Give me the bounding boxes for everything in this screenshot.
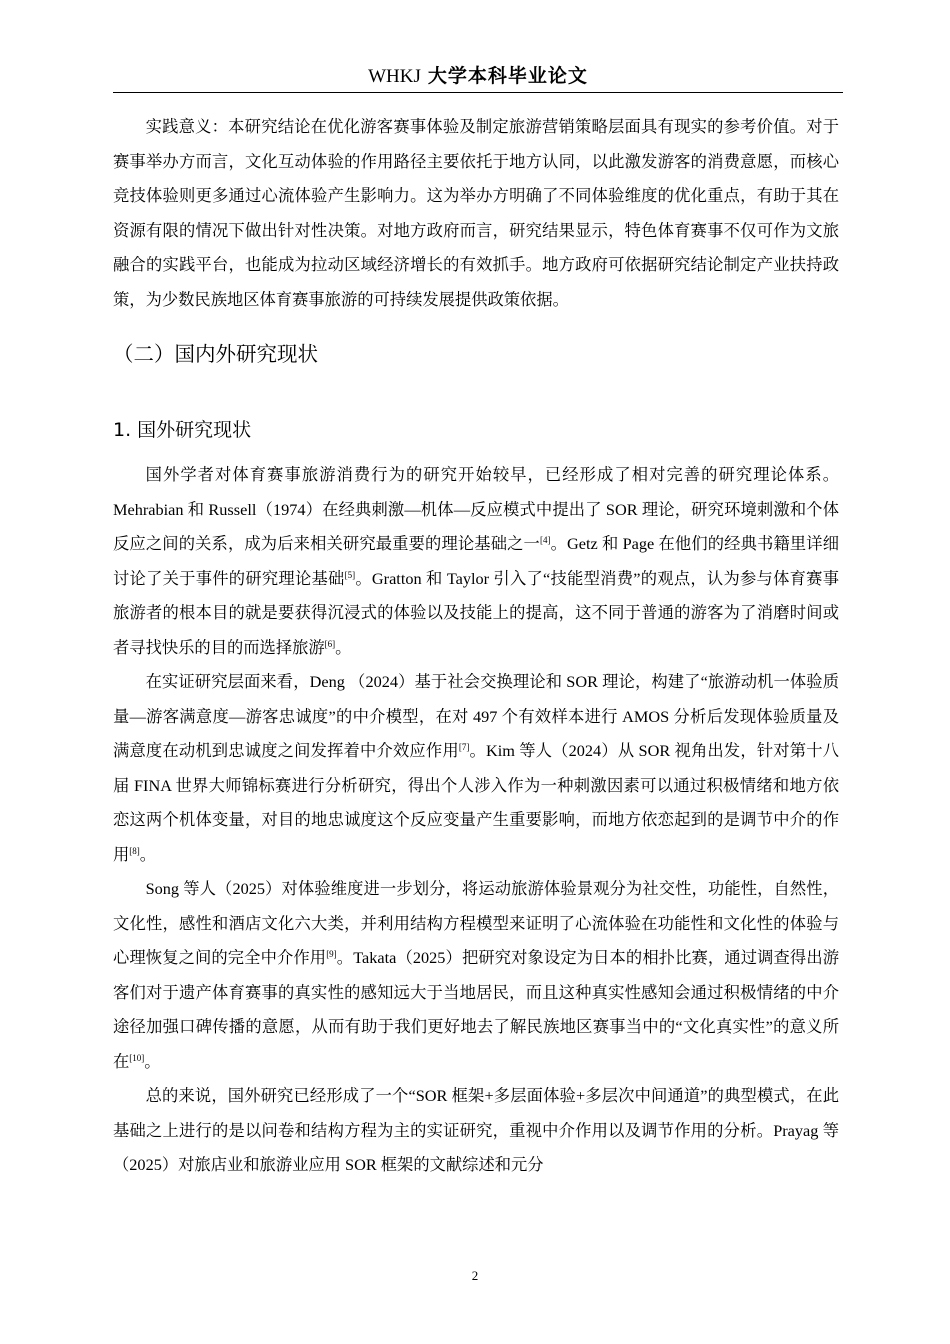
text-span: 。 bbox=[144, 1051, 161, 1071]
header-title: 大学本科毕业论文 bbox=[427, 65, 588, 87]
paragraph-empirical-research bbox=[113, 665, 839, 872]
text-span: 。 bbox=[139, 844, 157, 864]
citation-5: [5] bbox=[344, 569, 356, 580]
page-header bbox=[113, 60, 843, 93]
citation-10: [10] bbox=[129, 1052, 145, 1063]
paragraph-foreign-theory bbox=[113, 458, 839, 665]
citation-8: [8] bbox=[129, 845, 140, 856]
section-heading: （二）国内外研究现状 bbox=[113, 342, 318, 366]
text-span: 。Takata（2025）把研究对象设定为日本的相扑比赛，通过调查得出游客们对于遗产体育赛事的真实性的感知远大于当地居民，而且这种真实性感知会通过积极情绪的中介途径加强口碑传播的意愿，从而有助于我们更好地去了解民族地区赛事当中的“文化真实性”的意义所在 bbox=[113, 948, 839, 1071]
subsection-heading: 1. 国外研究现状 bbox=[113, 419, 252, 441]
text-span: 。Getz 和 Page 在他们的经典书籍里详细讨论了关于事件的研究理论基础 bbox=[113, 534, 839, 588]
paragraph-experience-dimensions bbox=[113, 872, 839, 1079]
document-body bbox=[113, 110, 839, 1183]
text-span: 。 bbox=[335, 637, 352, 657]
citation-7: [7] bbox=[458, 742, 470, 752]
text-span: 在实证研究层面来看，Deng （2024）基于社会交换理论和 SOR 理论，构建了“旅游动机一体验质量—游客满意度—游客忠诚度”的中介模型，在对 497 个有效样本进行 AMOS 分析后发现体验质量及满意度在动机到忠诚度之间发挥着中介效应作用 bbox=[113, 672, 839, 760]
paragraph-practical-significance: 实践意义：本研究结论在优化游客赛事体验及制定旅游营销策略层面具有现实的参考价值。对于赛事举办方而言，文化互动体验的作用路径主要依托于地方认同，以此激发游客的消费意愿，而核心竞技体验则更多通过心流体验产生影响力。这为举办方明确了不同体验维度的优化重点，有助于其在资源有限的情况下做出针对性决策。对地方政府而言，研究结果显示，特色体育赛事不仅可作为文旅融合的实践平台，也能成为拉动区域经济增长的有效抓手。地方政府可依据研究结论制定产业扶持政策，为少数民族地区体育赛事旅游的可持续发展提供政策依据。 bbox=[113, 117, 839, 309]
text-span: Song 等人（2025）对体验维度进一步划分，将运动旅游体验景观分为社交性，功能性，自然性，文化性，感性和酒店文化六大类，并利用结构方程模型来证明了心流体验在功能性和文化性的体验与心理恢复之间的完全中介作用 bbox=[113, 879, 839, 967]
text-span: 。Kim 等人（2024）从 SOR 视角出发，针对第十八届 FINA 世界大师锦标赛进行分析研究，得出个人涉入作为一种刺激因素可以通过积极情绪和地方依恋这两个机体变量，对目的地忠诚度这个反应变量产生重要影响，而地方依恋起到的是调节中介的作用 bbox=[113, 741, 839, 864]
text-span: 国外学者对体育赛事旅游消费行为的研究开始较早，已经形成了相对完善的研究理论体系。Mehrabian 和 Russell（1974）在经典刺激—机体—反应模式中提出了 SOR 理论，研究环境刺激和个体反应之间的关系，成为后来相关研究最重要的理论基础之一 bbox=[113, 465, 839, 553]
citation-4: [4] bbox=[539, 535, 551, 545]
text-span: 。Gratton 和 Taylor 引入了“技能型消费”的观点，认为参与体育赛事旅游者的根本目的就是要获得沉浸式的体验以及技能上的提高，这不同于普通的游客为了消磨时间或者寻找快乐的目的而选择旅游 bbox=[113, 568, 839, 657]
paragraph-summary: 总的来说，国外研究已经形成了一个“SOR 框架+多层面体验+多层次中间通道”的典型模式，在此基础之上进行的是以问卷和结构方程为主的实证研究，重视中介作用以及调节作用的分析。Prayag 等（2025）对旅店业和旅游业应用 SOR 框架的文献综述和元分 bbox=[113, 1086, 839, 1174]
citation-6: [6] bbox=[324, 638, 336, 649]
header-latin-text: WHKJ bbox=[368, 66, 421, 87]
page-number: 2 bbox=[471, 1268, 479, 1283]
citation-9: [9] bbox=[326, 949, 337, 959]
